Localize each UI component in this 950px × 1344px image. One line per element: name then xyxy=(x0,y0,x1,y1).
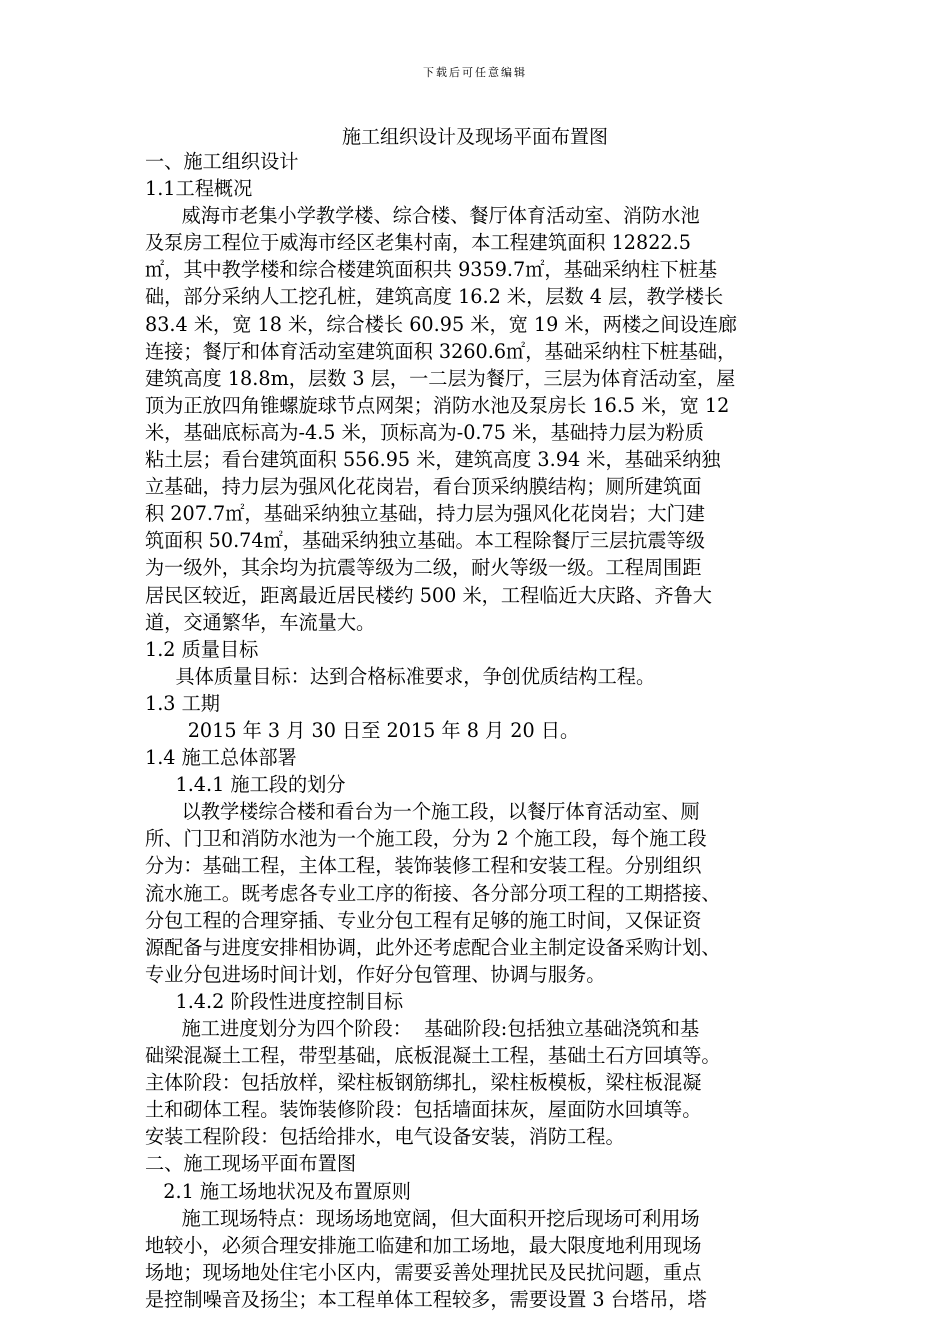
paragraph-line: 83.4 米，宽 18 米，综合楼长 60.95 米，宽 19 米，两楼之间设连廊 xyxy=(145,312,738,336)
paragraph-line: 居民区较近，距离最近居民楼约 500 米，工程临近大庆路、齐鲁大 xyxy=(145,583,712,607)
subheading-progress-targets: 1.4.2 阶段性进度控制目标 xyxy=(145,989,404,1013)
heading-schedule: 1.3 工期 xyxy=(145,691,220,715)
paragraph-line: 威海市老集小学教学楼、综合楼、餐厅体育活动室、消防水池 xyxy=(145,204,700,228)
paragraph-line: 础，部分采纳人工挖孔桩，建筑高度 16.2 米，层数 4 层，教学楼长 xyxy=(145,285,724,309)
paragraph-line: 专业分包进场时间计划，作好分包管理、协调与服务。 xyxy=(145,962,606,986)
paragraph-line: 顶为正放四角锥螺旋球节点网架；消防水池及泵房长 16.5 米，宽 12 xyxy=(145,393,730,417)
header-note: 下载后可任意编辑 xyxy=(423,66,527,79)
paragraph-line: 及泵房工程位于威海市经区老集村南，本工程建筑面积 12822.5 xyxy=(145,231,691,255)
paragraph-line: 为一级外，其余均为抗震等级为二级，耐火等级一级。工程周围距 xyxy=(145,556,702,580)
subheading-section-division: 1.4.1 施工段的划分 xyxy=(145,773,346,797)
paragraph-line: 施工现场特点：现场场地宽阔，但大面积开挖后现场可利用场 xyxy=(145,1206,700,1230)
paragraph-line: 所、门卫和消防水池为一个施工段，分为 2 个施工段，每个施工段 xyxy=(145,827,707,851)
paragraph-line: 分为：基础工程，主体工程，装饰装修工程和安装工程。分别组织 xyxy=(145,854,702,878)
paragraph-line: 以教学楼综合楼和看台为一个施工段，以餐厅体育活动室、厕 xyxy=(145,800,700,824)
paragraph-line: 场地；现场地处住宅小区内，需要妥善处理扰民及民扰问题，重点 xyxy=(145,1260,702,1284)
paragraph-line: 立基础，持力层为强风化花岗岩，看台顶采纳膜结构；厕所建筑面 xyxy=(145,475,702,499)
paragraph-line: 是控制噪音及扬尘；本工程单体工程较多，需要设置 3 台塔吊，塔 xyxy=(145,1287,707,1311)
paragraph-line: 施工进度划分为四个阶段： 基础阶段:包括独立基础浇筑和基 xyxy=(145,1017,700,1040)
paragraph-line: 地较小，必须合理安排施工临建和加工场地，最大限度地利用现场 xyxy=(145,1233,702,1257)
paragraph-line: 粘土层；看台建筑面积 556.95 米，建筑高度 3.94 米，基础采纳独 xyxy=(145,448,721,472)
paragraph-line: 米，基础底标高为-4.5 米，顶标高为-0.75 米，基础持力层为粉质 xyxy=(145,420,704,444)
paragraph-line: 土和砌体工程。装饰装修阶段：包括墙面抹灰，屋面防水回填等。 xyxy=(145,1098,702,1122)
paragraph-line: 主体阶段：包括放样，梁柱板钢筋绑扎，梁柱板模板，梁柱板混凝 xyxy=(145,1071,702,1095)
heading-construction-design: 一、施工组织设计 xyxy=(145,150,299,173)
paragraph-line: 具体质量目标：达到合格标准要求，争创优质结构工程。 xyxy=(145,664,656,688)
heading-quality-target: 1.2 质量目标 xyxy=(145,637,259,661)
paragraph-line: 源配备与进度安排相协调，此外还考虑配合业主制定设备采购计划、 xyxy=(145,935,721,959)
document-title: 施工组织设计及现场平面布置图 xyxy=(341,126,608,148)
paragraph-line: 础梁混凝土工程，带型基础，底板混凝土工程，基础土石方回填等。 xyxy=(145,1044,721,1068)
paragraph-line: 安装工程阶段：包括给排水，电气设备安装，消防工程。 xyxy=(145,1125,625,1149)
paragraph-line: 积 207.7㎡，基础采纳独立基础，持力层为强风化花岗岩；大门建 xyxy=(145,502,705,526)
paragraph-line: 建筑高度 18.8m，层数 3 层，一二层为餐厅，三层为体育活动室，屋 xyxy=(145,366,736,390)
document-body xyxy=(145,148,813,1313)
heading-site-layout: 二、施工现场平面布置图 xyxy=(145,1152,357,1176)
paragraph-line: 连接；餐厅和体育活动室建筑面积 3260.6㎡，基础采纳柱下桩基础， xyxy=(145,339,737,363)
paragraph-line: 流水施工。既考虑各专业工序的衔接、各分部分项工程的工期搭接、 xyxy=(145,881,721,905)
paragraph-line: 2015 年 3 月 30 日至 2015 年 8 月 20 日。 xyxy=(145,718,580,742)
heading-overall-deployment: 1.4 施工总体部署 xyxy=(145,746,297,770)
paragraph-line: 筑面积 50.74㎡，基础采纳独立基础。本工程除餐厅三层抗震等级 xyxy=(145,529,705,553)
paragraph-line: 分包工程的合理穿插、专业分包工程有足够的施工时间，又保证资 xyxy=(145,908,702,932)
paragraph-line: 道，交通繁华，车流量大。 xyxy=(145,610,376,634)
paragraph-line: ㎡，其中教学楼和综合楼建筑面积共 9359.7㎡，基础采纳柱下桩基 xyxy=(145,258,718,282)
heading-project-overview: 1.1工程概况 xyxy=(145,177,253,201)
subheading-site-conditions: 2.1 施工场地状况及布置原则 xyxy=(145,1179,411,1203)
